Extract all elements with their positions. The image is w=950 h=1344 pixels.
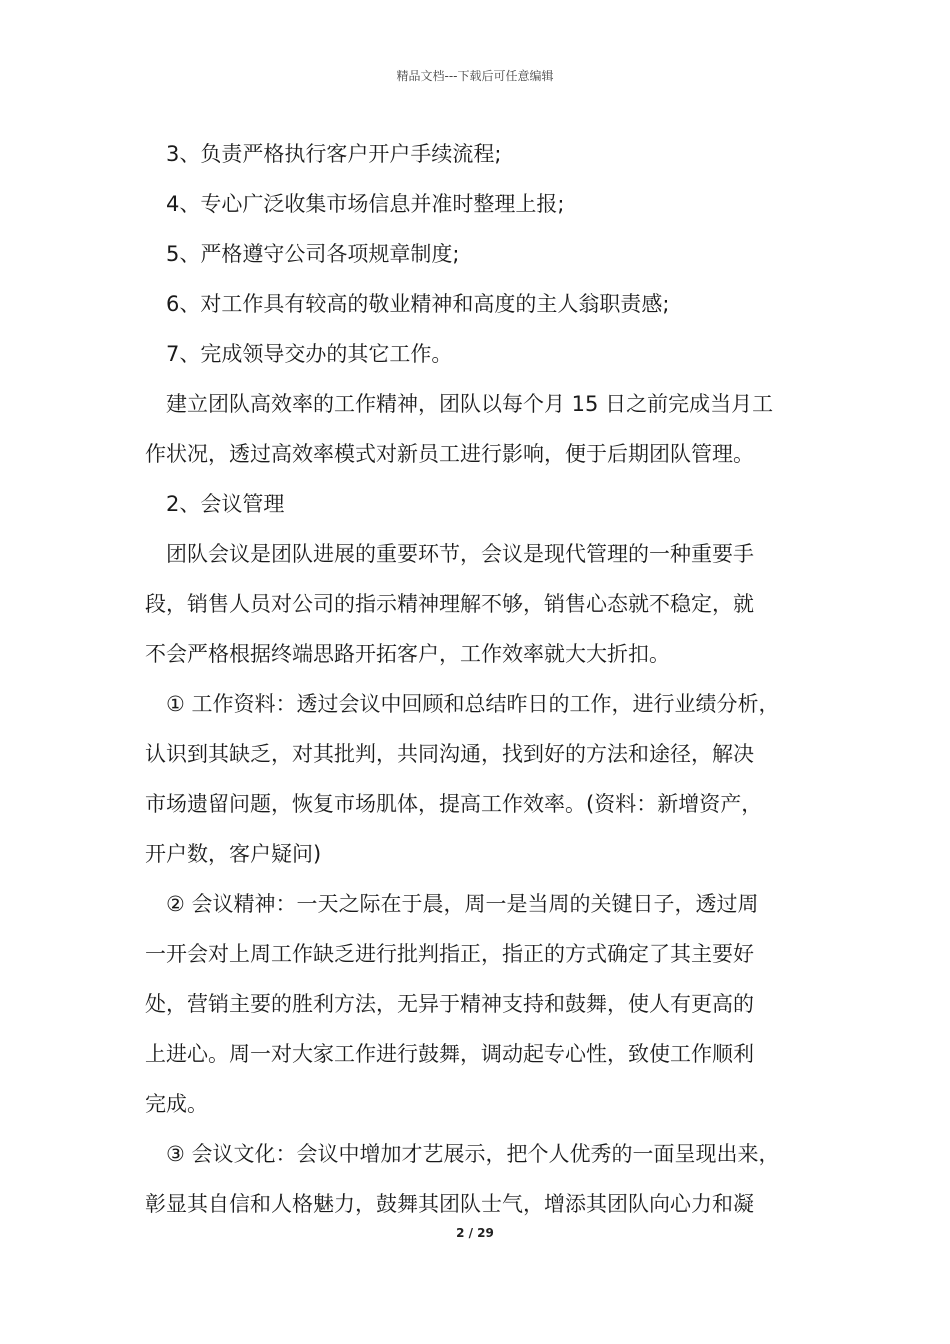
document-body [145,129,825,1229]
paragraph-line: 上进心。周一对大家工作进行鼓舞，调动起专心性，致使工作顺利 [145,1042,754,1066]
list-item: 7、完成领导交办的其它工作。 [166,342,453,366]
list-item: 5、严格遵守公司各项规章制度; [166,242,460,266]
paragraph-line: 建立团队高效率的工作精神，团队以每个月 15 日之前完成当月工 [166,392,774,416]
section-heading: 2、会议管理 [166,492,285,516]
page-header: 精品文档---下载后可任意编辑 [396,69,554,83]
paragraph-line: 认识到其缺乏，对其批判，共同沟通，找到好的方法和途径，解决 [145,742,754,766]
paragraph-line: 彰显其自信和人格魅力，鼓舞其团队士气，增添其团队向心力和凝 [145,1192,754,1216]
paragraph-line: 完成。 [145,1092,208,1116]
paragraph-line: 不会严格根据终端思路开拓客户，工作效率就大大折扣。 [145,642,670,666]
paragraph-line: 市场遗留问题，恢复市场肌体，提高工作效率。(资料：新增资产， [145,792,763,816]
paragraph-line: 处，营销主要的胜利方法，无异于精神支持和鼓舞，使人有更高的 [145,992,754,1016]
paragraph-line: 团队会议是团队进展的重要环节，会议是现代管理的一种重要手 [166,542,754,566]
paragraph-line: 作状况，透过高效率模式对新员工进行影响，便于后期团队管理。 [145,442,754,466]
paragraph-line: 开户数，客户疑问) [145,842,322,866]
paragraph-line: 段，销售人员对公司的指示精神理解不够，销售心态就不稳定，就 [145,592,754,616]
paragraph-line: 一开会对上周工作缺乏进行批判指正，指正的方式确定了其主要好 [145,942,754,966]
list-item: 6、对工作具有较高的敬业精神和高度的主人翁职责感; [166,292,670,316]
list-item: 4、专心广泛收集市场信息并准时整理上报; [166,192,565,216]
paragraph-line: ② 会议精神：一天之际在于晨，周一是当周的关键日子，透过周 [166,892,759,916]
paragraph-line: ③ 会议文化：会议中增加才艺展示，把个人优秀的一面呈现出来， [166,1142,780,1166]
page-number: 2 / 29 [456,1226,494,1240]
paragraph-line: ① 工作资料：透过会议中回顾和总结昨日的工作，进行业绩分析， [166,692,780,716]
list-item: 3、负责严格执行客户开户手续流程; [166,142,502,166]
